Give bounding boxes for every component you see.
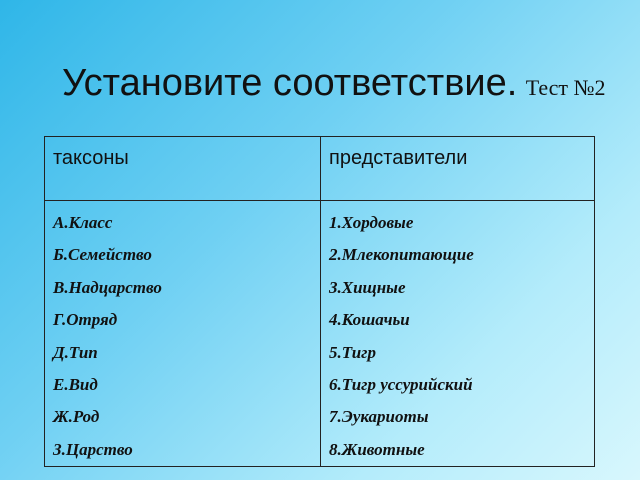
- taxon-item: З.Царство: [53, 439, 133, 459]
- representative-item: 3.Хищные: [329, 277, 406, 297]
- title-text: Установите соответствие.: [62, 62, 518, 104]
- representative-item: 6.Тигр уссурийский: [329, 374, 473, 394]
- taxa-header-cell: [45, 137, 321, 201]
- matching-table: [44, 136, 595, 467]
- taxon-item: Б.Семейство: [53, 245, 152, 265]
- representative-item: 5.Тигр: [329, 342, 376, 362]
- taxon-item: Ж.Род: [53, 407, 100, 427]
- representatives-header-cell: [321, 137, 595, 201]
- representative-item: 1.Хордовые: [329, 213, 414, 232]
- content-row: [45, 201, 595, 467]
- slide-title: [62, 64, 606, 102]
- taxa-cell: [45, 201, 321, 467]
- taxon-item: Е.Вид: [53, 374, 98, 394]
- representatives-list: [321, 201, 594, 466]
- test-number: Тест №2: [525, 75, 606, 100]
- header-row: [45, 137, 595, 201]
- representative-item: 2.Млекопитающие: [329, 245, 474, 265]
- taxon-item: Д.Тип: [53, 342, 98, 362]
- taxon-item: А.Класс: [53, 213, 113, 232]
- representatives-cell: [321, 201, 595, 467]
- representative-item: 8.Животные: [329, 439, 425, 459]
- taxon-item: В.Надцарство: [53, 277, 162, 297]
- taxon-item: Г.Отряд: [53, 310, 118, 330]
- representatives-header: представители: [329, 147, 468, 169]
- representative-item: 4.Кошачьи: [329, 310, 410, 330]
- taxa-list: [45, 201, 320, 466]
- taxa-header: таксоны: [53, 147, 129, 169]
- representative-item: 7.Эукариоты: [329, 407, 429, 427]
